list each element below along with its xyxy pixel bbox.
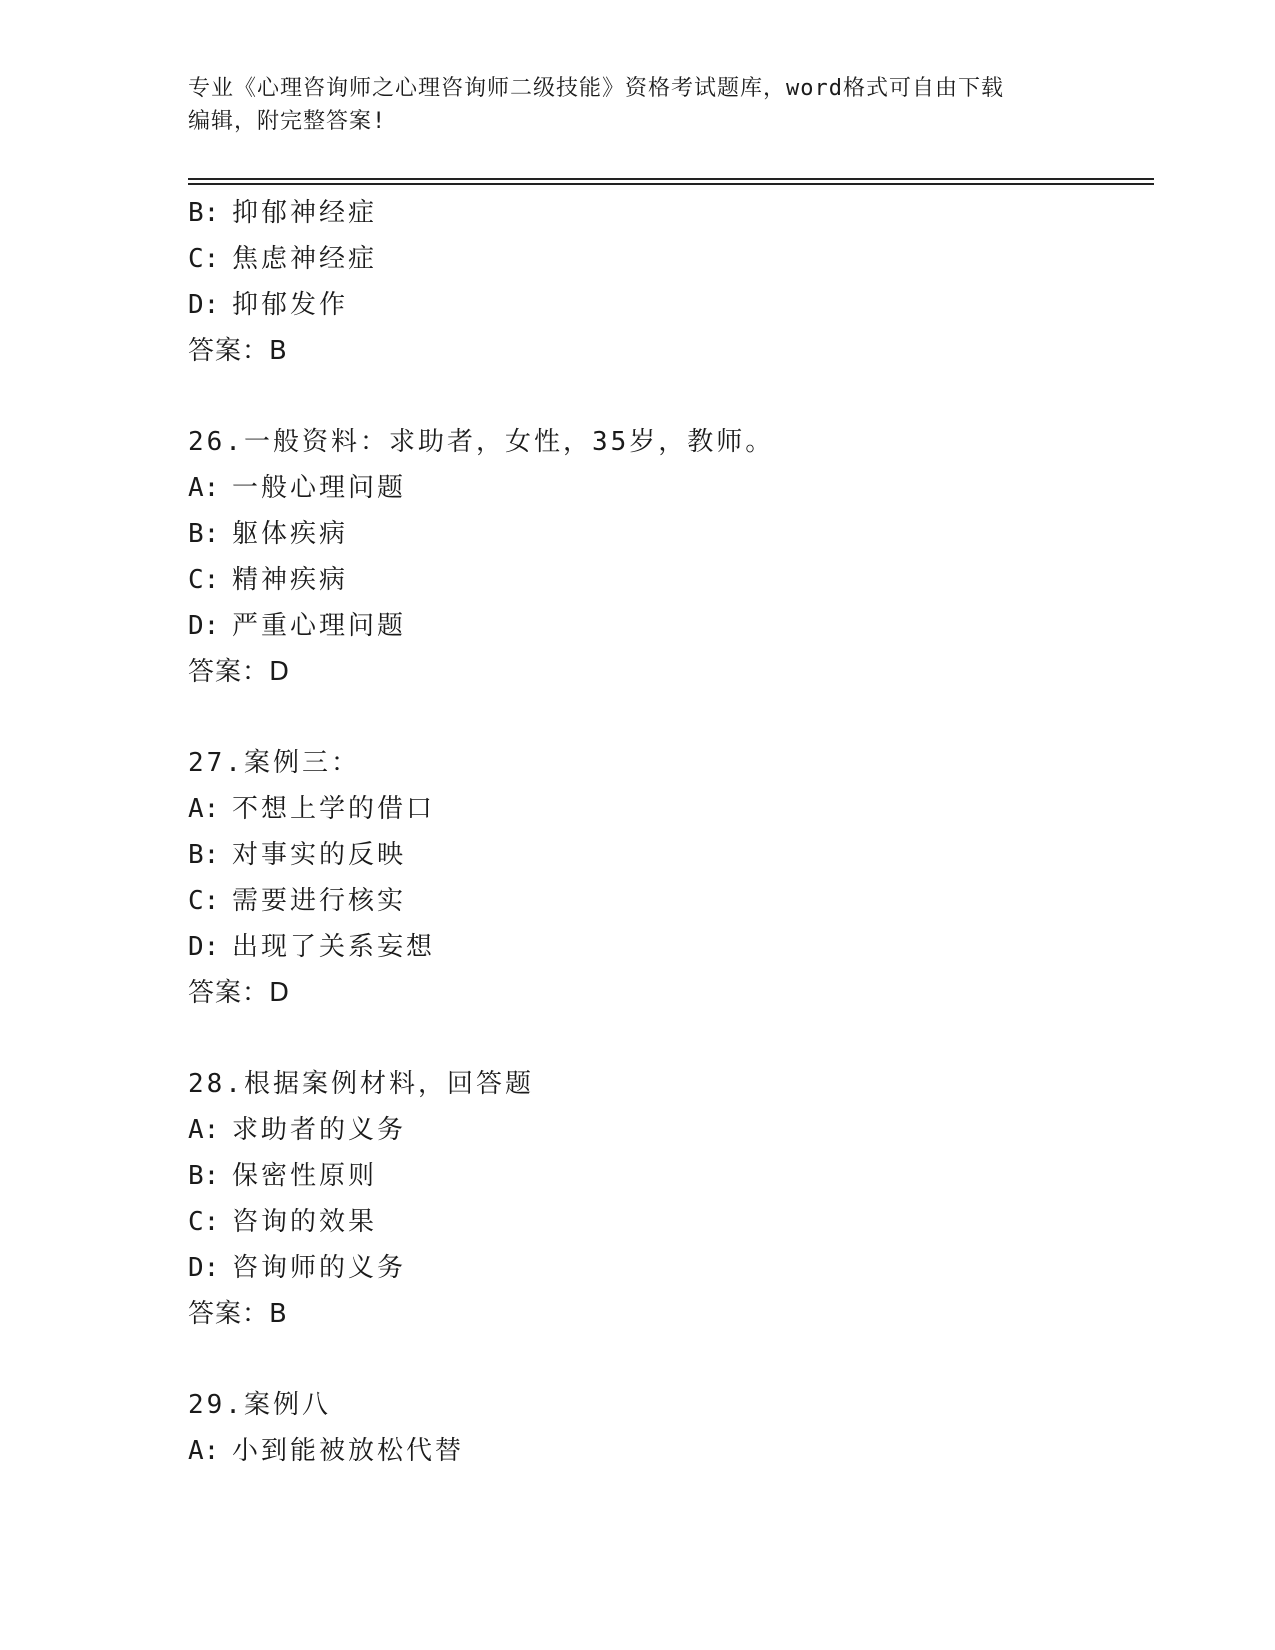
block-gap	[188, 1016, 1148, 1061]
header-divider-bottom	[188, 183, 1154, 185]
option-row	[188, 465, 1148, 511]
header-line-1: 专业《心理咨询师之心理咨询师二级技能》资格考试题库，word格式可自由下载	[188, 76, 1004, 101]
option-row	[188, 1107, 1148, 1153]
option-text: 咨询的效果	[232, 1207, 378, 1237]
option-text: 咨询师的义务	[232, 1253, 407, 1283]
option-letter: C:	[188, 565, 220, 595]
option-text: 需要进行核实	[232, 886, 407, 916]
option-row	[188, 282, 1148, 328]
question-text: 29.案例八	[188, 1390, 331, 1420]
option-row	[188, 786, 1148, 832]
option-letter: D:	[188, 1253, 220, 1283]
option-letter: C:	[188, 244, 220, 274]
option-letter: D:	[188, 290, 220, 320]
option-letter: B:	[188, 1161, 220, 1191]
option-text: 保密性原则	[232, 1161, 378, 1191]
option-row	[188, 1153, 1148, 1199]
option-letter: B:	[188, 840, 220, 870]
option-row	[188, 1245, 1148, 1291]
option-letter: A:	[188, 1436, 220, 1466]
option-row	[188, 1199, 1148, 1245]
option-letter: C:	[188, 886, 220, 916]
option-row	[188, 511, 1148, 557]
option-letter: D:	[188, 932, 220, 962]
option-row	[188, 557, 1148, 603]
question-block	[188, 1061, 1148, 1337]
option-text: 出现了关系妄想	[232, 932, 436, 962]
option-row	[188, 190, 1148, 236]
option-text: 躯体疾病	[232, 519, 349, 549]
option-letter: A:	[188, 1115, 220, 1145]
header-line-2: 编辑，附完整答案!	[188, 109, 387, 134]
option-row	[188, 878, 1148, 924]
option-text: 精神疾病	[232, 565, 349, 595]
question-block	[188, 190, 1148, 374]
block-gap	[188, 374, 1148, 419]
option-row	[188, 236, 1148, 282]
question-text: 28.根据案例材料，回答题	[188, 1069, 534, 1099]
option-text: 抑郁发作	[232, 290, 349, 320]
header-divider-top	[188, 178, 1154, 180]
option-text: 一般心理问题	[232, 473, 407, 503]
question-list	[188, 190, 1148, 1474]
option-row	[188, 832, 1148, 878]
question-block	[188, 419, 1148, 695]
option-letter: B:	[188, 198, 220, 228]
option-letter: B:	[188, 519, 220, 549]
option-text: 对事实的反映	[232, 840, 407, 870]
answer-text: 答案：D	[188, 978, 291, 1008]
option-row	[188, 924, 1148, 970]
question-block	[188, 740, 1148, 1016]
option-text: 求助者的义务	[232, 1115, 407, 1145]
option-row	[188, 1428, 1148, 1474]
question-text: 26.一般资料：求助者，女性，35岁，教师。	[188, 427, 775, 457]
answer-text: 答案：B	[188, 1299, 288, 1329]
option-letter: C:	[188, 1207, 220, 1237]
option-text: 焦虑神经症	[232, 244, 378, 274]
document-header	[188, 72, 1088, 138]
option-letter: A:	[188, 473, 220, 503]
block-gap	[188, 1337, 1148, 1382]
question-text: 27.案例三：	[188, 748, 360, 778]
option-text: 不想上学的借口	[232, 794, 436, 824]
block-gap	[188, 695, 1148, 740]
option-letter: A:	[188, 794, 220, 824]
option-text: 严重心理问题	[232, 611, 407, 641]
option-text: 小到能被放松代替	[232, 1436, 465, 1466]
answer-text: 答案：D	[188, 657, 291, 687]
answer-text: 答案：B	[188, 336, 288, 366]
option-letter: D:	[188, 611, 220, 641]
option-text: 抑郁神经症	[232, 198, 378, 228]
question-block	[188, 1382, 1148, 1474]
option-row	[188, 603, 1148, 649]
